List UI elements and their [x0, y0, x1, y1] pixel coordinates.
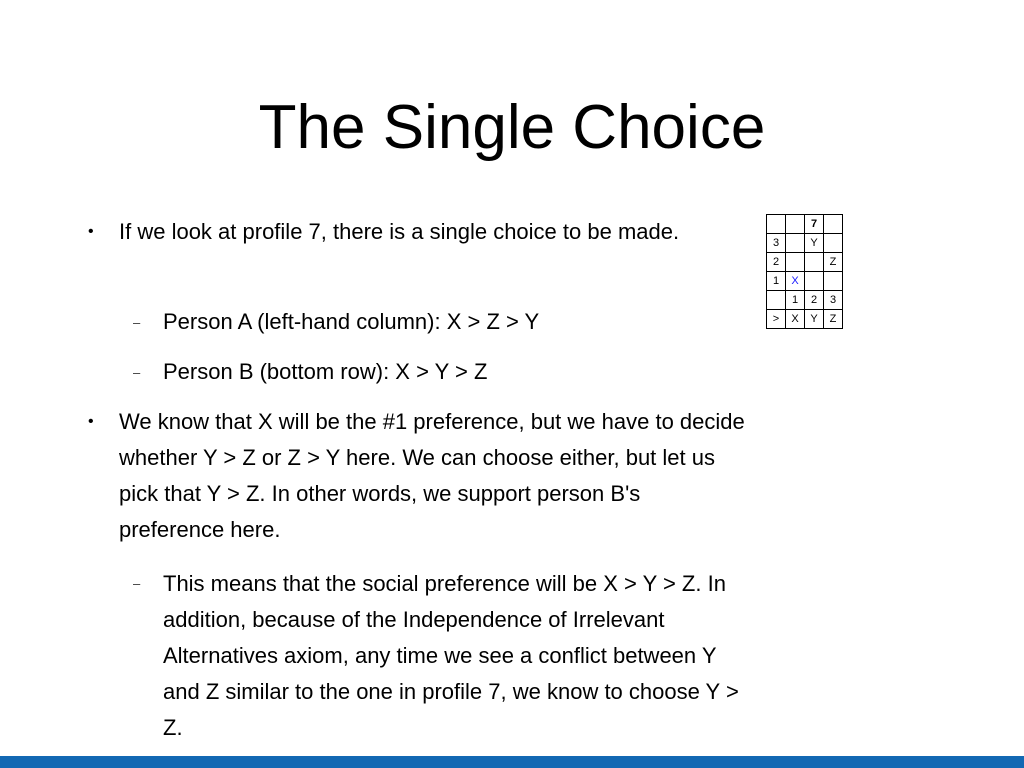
table-row [767, 310, 843, 329]
table-cell [786, 253, 805, 272]
sub-bullet-text-1-1: Person A (left-hand column): X > Z > Y [163, 309, 540, 334]
bullet-text-2: We know that X will be the #1 preference, but we have to decide whether Y > Z or Z > Y here. We can choose either, but let us pick that Y > Z. In other words, we support person B's preference here. [119, 409, 745, 542]
sub-bullet-marker: – [133, 576, 141, 591]
table-cell [786, 234, 805, 253]
table-cell [786, 215, 805, 234]
sub-bullet-text-2-1: This means that the social preference will be X > Y > Z. In addition, because of the Independence of Irrelevant Alternatives axiom, any time we see a conflict between Y and Z similar to the one in profile 7, we know to choose Y > Z. [163, 571, 739, 740]
table-cell [824, 215, 843, 234]
bullet-marker: • [88, 223, 94, 240]
table-cell: Z [824, 310, 843, 329]
table-cell [805, 253, 824, 272]
sub-bullet-marker: – [133, 365, 141, 380]
table-cell [767, 291, 786, 310]
rank-cell: 1 [767, 272, 786, 291]
bullet-text-1: If we look at profile 7, there is a single choice to be made. [119, 219, 680, 244]
table-cell: Z [824, 253, 843, 272]
table-row [767, 215, 843, 234]
bullet-marker: • [88, 413, 94, 430]
profile-7-table [766, 214, 843, 329]
footer-bar [0, 756, 1024, 768]
table-cell [805, 272, 824, 291]
sub-bullet-text-1-2: Person B (bottom row): X > Y > Z [163, 359, 488, 384]
rank-cell: 2 [767, 253, 786, 272]
table-row [767, 234, 843, 253]
rank-cell: 3 [767, 234, 786, 253]
highlight-cell: X [786, 272, 805, 291]
slide-title: The Single Choice [258, 93, 766, 162]
rank-cell: 2 [805, 291, 824, 310]
table-cell: Y [805, 234, 824, 253]
table-cell [824, 272, 843, 291]
table-cell: X [786, 310, 805, 329]
table-cell: > [767, 310, 786, 329]
table-cell [824, 234, 843, 253]
profile-number-cell: 7 [805, 215, 824, 234]
table-row [767, 272, 843, 291]
rank-cell: 1 [786, 291, 805, 310]
table-row [767, 291, 843, 310]
table-cell: Y [805, 310, 824, 329]
table-row [767, 253, 843, 272]
table-cell [767, 215, 786, 234]
rank-cell: 3 [824, 291, 843, 310]
sub-bullet-marker: – [133, 315, 141, 330]
